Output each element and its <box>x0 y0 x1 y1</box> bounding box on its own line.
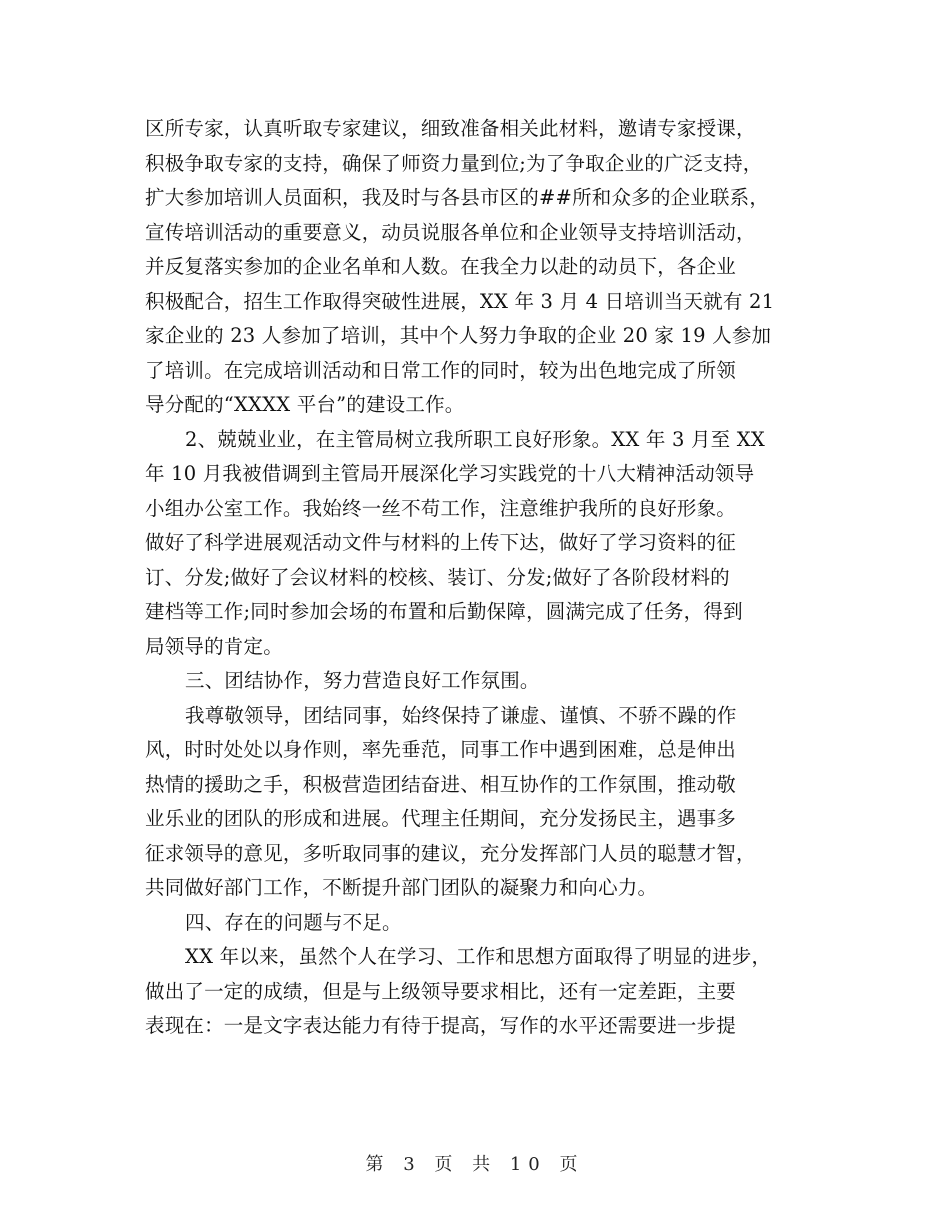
text-line: 做出了一定的成绩，但是与上级领导要求相比，还有一定差距，主要 <box>145 979 737 1003</box>
text-line: 小组办公室工作。我始终一丝不苟工作，注意维护我所的良好形象。 <box>145 496 737 520</box>
text-line: 共同做好部门工作，不断提升部门团队的凝聚力和向心力。 <box>145 876 658 899</box>
text-line: 区所专家，认真听取专家建议，细致准备相关此材料，邀请专家授课， <box>145 117 756 140</box>
paragraph-start-line: XX 年以来，虽然个人在学习、工作和思想方面取得了明显的进步， <box>185 945 772 968</box>
text-line: 并反复落实参加的企业名单和人数。在我全力以赴的动员下，各企业 <box>145 255 737 278</box>
text-line: 积极争取专家的支持，确保了师资力量到位;为了争取企业的广泛支持， <box>145 151 763 175</box>
text-line: 宣传培训活动的重要意义，动员说服各单位和企业领导支持培训活动， <box>145 220 756 244</box>
text-line: 表现在：一是文字表达能力有待于提高，写作的水平还需要进一步提 <box>145 1014 737 1037</box>
paragraph-start-line: 我尊敬领导，团结同事，始终保持了谦虚、谨慎、不骄不躁的作 <box>185 703 737 727</box>
text-line: 征求领导的意见，多听取同事的建议，充分发挥部门人员的聪慧才智， <box>145 841 756 865</box>
text-line: 年 10 月我被借调到主管局开展深化学习实践党的十八大精神活动领导 <box>145 462 755 485</box>
section-heading: 三、团结协作，努力营造良好工作氛围。 <box>185 669 540 692</box>
text-line: 业乐业的团队的形成和进展。代理主任期间，充分发扬民主，遇事多 <box>145 807 737 830</box>
text-line: 风，时时处处以身作则，率先垂范，同事工作中遇到困难，总是伸出 <box>145 738 737 761</box>
page-number-footer: 第 3 页 共 10 页 <box>365 1154 585 1175</box>
document-body <box>145 112 813 1044</box>
text-line: 积极配合，招生工作取得突破性进展，XX 年 3 月 4 日培训当天就有 21 <box>145 289 775 313</box>
text-line: 扩大参加培训人员面积，我及时与各县市区的##所和众多的企业联系， <box>145 186 770 209</box>
text-line: 热情的援助之手，积极营造团结奋进、相互协作的工作氛围，推动敬 <box>145 772 737 796</box>
text-line: 了培训。在完成培训活动和日常工作的同时，较为出色地完成了所领 <box>145 358 737 382</box>
text-line: 建档等工作;同时参加会场的布置和后勤保障，圆满完成了任务，得到 <box>145 600 743 623</box>
text-line: 家企业的 23 人参加了培训，其中个人努力争取的企业 20 家 19 人参加 <box>145 324 772 347</box>
section-heading: 四、存在的问题与不足。 <box>185 910 402 934</box>
text-line: 订、分发;做好了会议材料的校核、装订、分发;做好了各阶段材料的 <box>145 565 730 589</box>
text-line: 局领导的肯定。 <box>145 634 283 658</box>
paragraph-start-line: 2、兢兢业业，在主管局树立我所职工良好形象。XX 年 3 月至 XX <box>185 427 765 451</box>
text-line: 导分配的“XXXX 平台”的建设工作。 <box>145 393 465 416</box>
text-line: 做好了科学进展观活动文件与材料的上传下达，做好了学习资料的征 <box>145 531 737 554</box>
